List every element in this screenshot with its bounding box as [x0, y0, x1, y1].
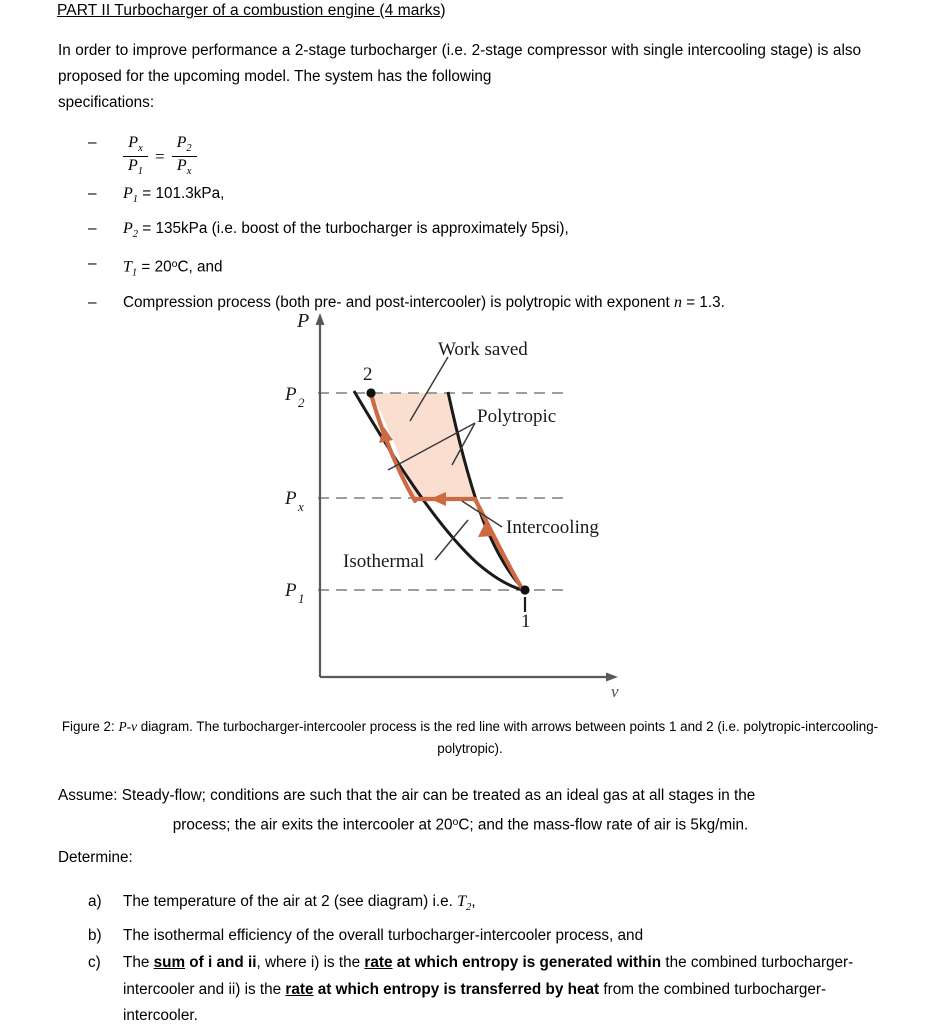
- page-heading: [57, 2, 446, 20]
- point-2-marker: [366, 388, 375, 397]
- spec-p1-text: $P_1 = 101.3kPa$,: [123, 185, 225, 206]
- question-item-c: [88, 950, 878, 1030]
- spec-compression-text: Compression process (both pre- and post-intercooler) is polytropic with exponent n = 1.3.: [123, 293, 725, 311]
- axis-label-volume: v: [611, 682, 619, 701]
- spec-t1-text: $T_1 = 20^oC$, and: [123, 258, 223, 279]
- spec-p2-text: $P_2 = 135kPa$ (i.e. boost of the turbocharger is approximately 5psi),: [123, 220, 569, 241]
- tick-label-px: [284, 488, 304, 514]
- spec-item-p2: [88, 216, 878, 248]
- intro-paragraph: [58, 38, 861, 116]
- question-list: [88, 889, 878, 1031]
- spec-dash: –: [88, 255, 97, 273]
- spec-equation: [123, 130, 878, 177]
- spec-dash: –: [88, 185, 97, 203]
- figure-caption: [60, 716, 880, 760]
- equals-sign: =: [155, 146, 165, 166]
- annotation-isothermal: Isothermal: [343, 551, 425, 572]
- annotation-polytropic: Polytropic: [477, 406, 557, 427]
- heading-close-paren: ): [440, 2, 446, 19]
- caption-label: Figure 2:: [61, 719, 115, 734]
- svg-text:P: P: [285, 580, 297, 601]
- spec-dash: –: [88, 134, 97, 151]
- fraction-right-denominator: $P_x$: [176, 156, 192, 177]
- question-item-b: [88, 923, 878, 950]
- svg-text:P: P: [285, 384, 297, 405]
- assume-line-1: Assume: Steady-flow; conditions are such that the air can be treated as an ideal gas at all stages in the: [58, 787, 756, 804]
- state-point-2-label: 2: [363, 364, 373, 385]
- specification-list: [88, 130, 878, 319]
- caption-line1-rest: diagram. The turbocharger-intercooler process is the red line with arrows between points 1 and 2: [137, 719, 714, 734]
- spec-dash: –: [88, 293, 97, 311]
- axis-label-pressure: P: [297, 310, 310, 332]
- intro-last-line: specifications:: [58, 94, 155, 111]
- spec-item-equation: [88, 130, 878, 177]
- question-marker-c: c): [88, 954, 101, 972]
- svg-text:1: 1: [298, 591, 305, 606]
- spec-item-t1: [88, 251, 878, 286]
- question-text-a: The temperature of the air at 2 (see diagram) i.e. $T_2$,: [123, 893, 476, 914]
- spec-item-p1: [88, 181, 878, 213]
- tick-label-p2: [284, 384, 305, 410]
- svg-text:x: x: [298, 499, 304, 514]
- leader-line-isothermal: [435, 520, 468, 560]
- leader-line-intercooling: [462, 501, 502, 527]
- svg-text:P: P: [285, 488, 297, 509]
- question-item-a: [88, 889, 878, 922]
- intro-text: In order to improve performance a 2-stage turbocharger (i.e. 2-stage compressor with single intercooling stage) is also proposed for the upcoming model. The system has the following: [58, 42, 861, 85]
- annotation-work-saved: Work saved: [438, 339, 528, 360]
- fraction-right-numerator: $P_2$: [172, 135, 197, 157]
- spec-dash: –: [88, 220, 97, 238]
- question-text-c: The sum of i and ii, where i) is the rate at which entropy is generated within the combined turbocharger-intercooler and ii) is the rate at which entropy is transferred by heat from the combined turbocharger-intercooler.: [123, 954, 854, 1025]
- tick-label-p1: [284, 580, 305, 606]
- fraction-left: [123, 135, 148, 177]
- question-marker-a: a): [88, 893, 102, 910]
- y-axis-arrowhead: [316, 313, 325, 325]
- fraction-right: [172, 135, 197, 177]
- question-text-b: The isothermal efficiency of the overall turbocharger-intercooler process, and: [123, 926, 644, 944]
- x-axis-arrowhead: [606, 673, 618, 682]
- question-marker-b: b): [88, 926, 102, 944]
- assume-line-2: process; the air exits the intercooler at 20$^o$C; and the mass-flow rate of air is 5kg/min.: [172, 816, 749, 834]
- caption-line2: (i.e. polytropic-intercooling-polytropic).: [437, 719, 879, 756]
- point-1-marker: [520, 585, 529, 594]
- state-point-1-label: 1: [521, 611, 531, 632]
- pv-diagram-figure: [270, 305, 670, 705]
- annotation-intercooling: Intercooling: [506, 517, 599, 538]
- assumptions-paragraph: [58, 782, 863, 838]
- determine-label: Determine:: [58, 849, 133, 866]
- process-line-polytropic-stage1: [475, 499, 523, 590]
- caption-italic-pv: P-v: [118, 719, 138, 734]
- svg-text:2: 2: [298, 395, 305, 410]
- heading-underlined-text: PART II Turbocharger of a combustion engine (4 marks: [57, 2, 441, 19]
- fraction-left-numerator: $P_x$: [123, 135, 147, 157]
- fraction-left-denominator: $P_1$: [128, 156, 144, 177]
